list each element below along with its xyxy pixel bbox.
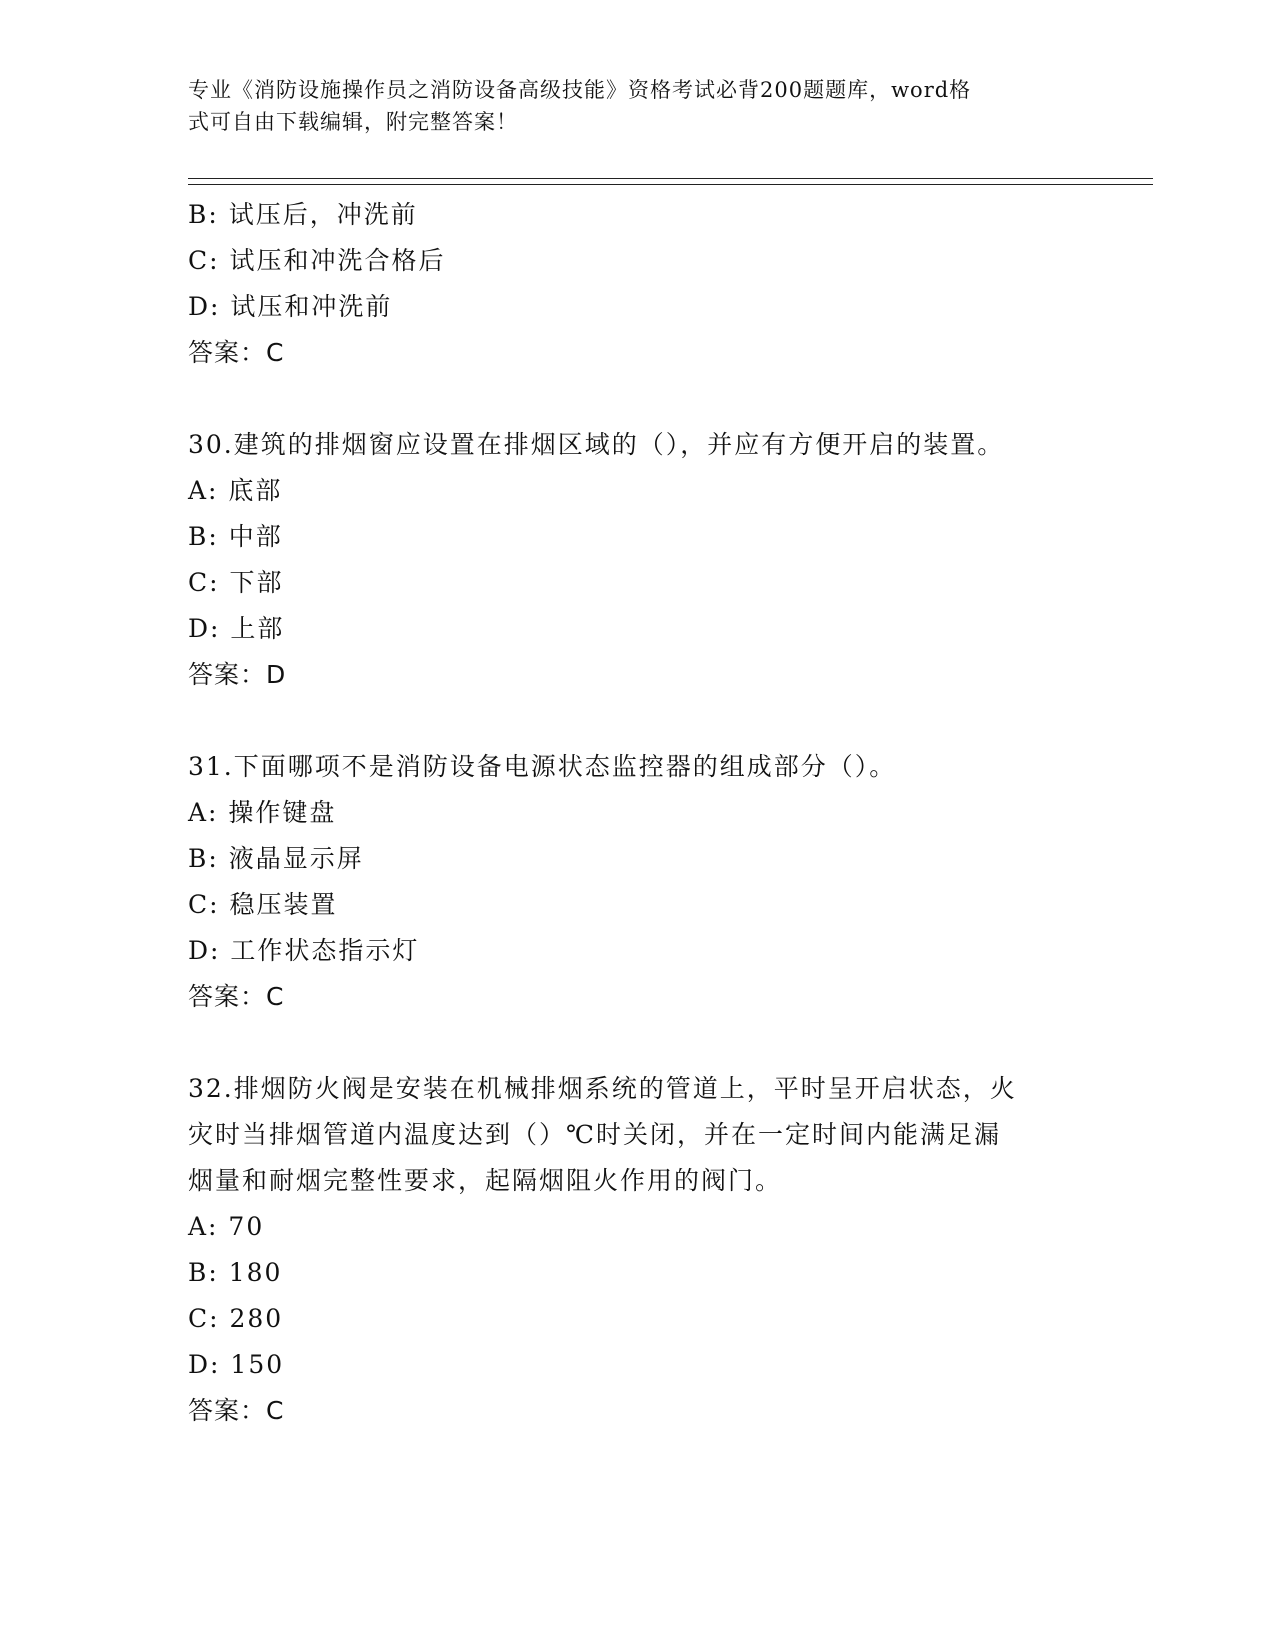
option-b: B: 液晶显示屏: [188, 844, 364, 873]
option-a: A: 底部: [188, 476, 283, 505]
question-list: [188, 192, 1088, 1434]
option-c: C: 稳压装置: [188, 890, 338, 919]
answer: 答案：D: [188, 660, 287, 689]
option-b: B: 180: [188, 1258, 283, 1287]
option-b: B: 试压后，冲洗前: [188, 200, 418, 229]
question-stem-line-3: 烟量和耐烟完整性要求，起隔烟阻火作用的阀门。: [188, 1166, 783, 1195]
option-d: D: 工作状态指示灯: [188, 936, 420, 965]
document-header: [188, 74, 1068, 138]
header-divider-bottom: [188, 184, 1153, 185]
question-30: [188, 422, 1088, 698]
question-31: [188, 744, 1088, 1020]
option-d: D: 上部: [188, 614, 285, 643]
question-stem-line-2: 灾时当排烟管道内温度达到（）℃时关闭，并在一定时间内能满足漏: [188, 1120, 1001, 1149]
answer: 答案：C: [188, 1396, 285, 1425]
option-d: D: 试压和冲洗前: [188, 292, 393, 321]
question-29-continued: [188, 192, 1088, 376]
option-b: B: 中部: [188, 522, 283, 551]
question-32: [188, 1066, 1088, 1434]
option-d: D: 150: [188, 1350, 285, 1379]
question-stem: 30.建筑的排烟窗应设置在排烟区域的（），并应有方便开启的装置。: [188, 430, 1005, 459]
header-line-1: 专业《消防设施操作员之消防设备高级技能》资格考试必背200题题库，word格: [188, 78, 972, 102]
question-stem-line-1: 32.排烟防火阀是安装在机械排烟系统的管道上，平时呈开启状态，火: [188, 1074, 1017, 1103]
question-stem: 31.下面哪项不是消防设备电源状态监控器的组成部分（）。: [188, 752, 897, 781]
header-divider-top: [188, 178, 1153, 179]
answer: 答案：C: [188, 982, 285, 1011]
answer: 答案：C: [188, 338, 285, 367]
option-a: A: 70: [188, 1212, 265, 1241]
header-line-2: 式可自由下载编辑，附完整答案！: [188, 110, 518, 134]
option-c: C: 下部: [188, 568, 284, 597]
option-c: C: 280: [188, 1304, 284, 1333]
option-a: A: 操作键盘: [188, 798, 337, 827]
option-c: C: 试压和冲洗合格后: [188, 246, 446, 275]
